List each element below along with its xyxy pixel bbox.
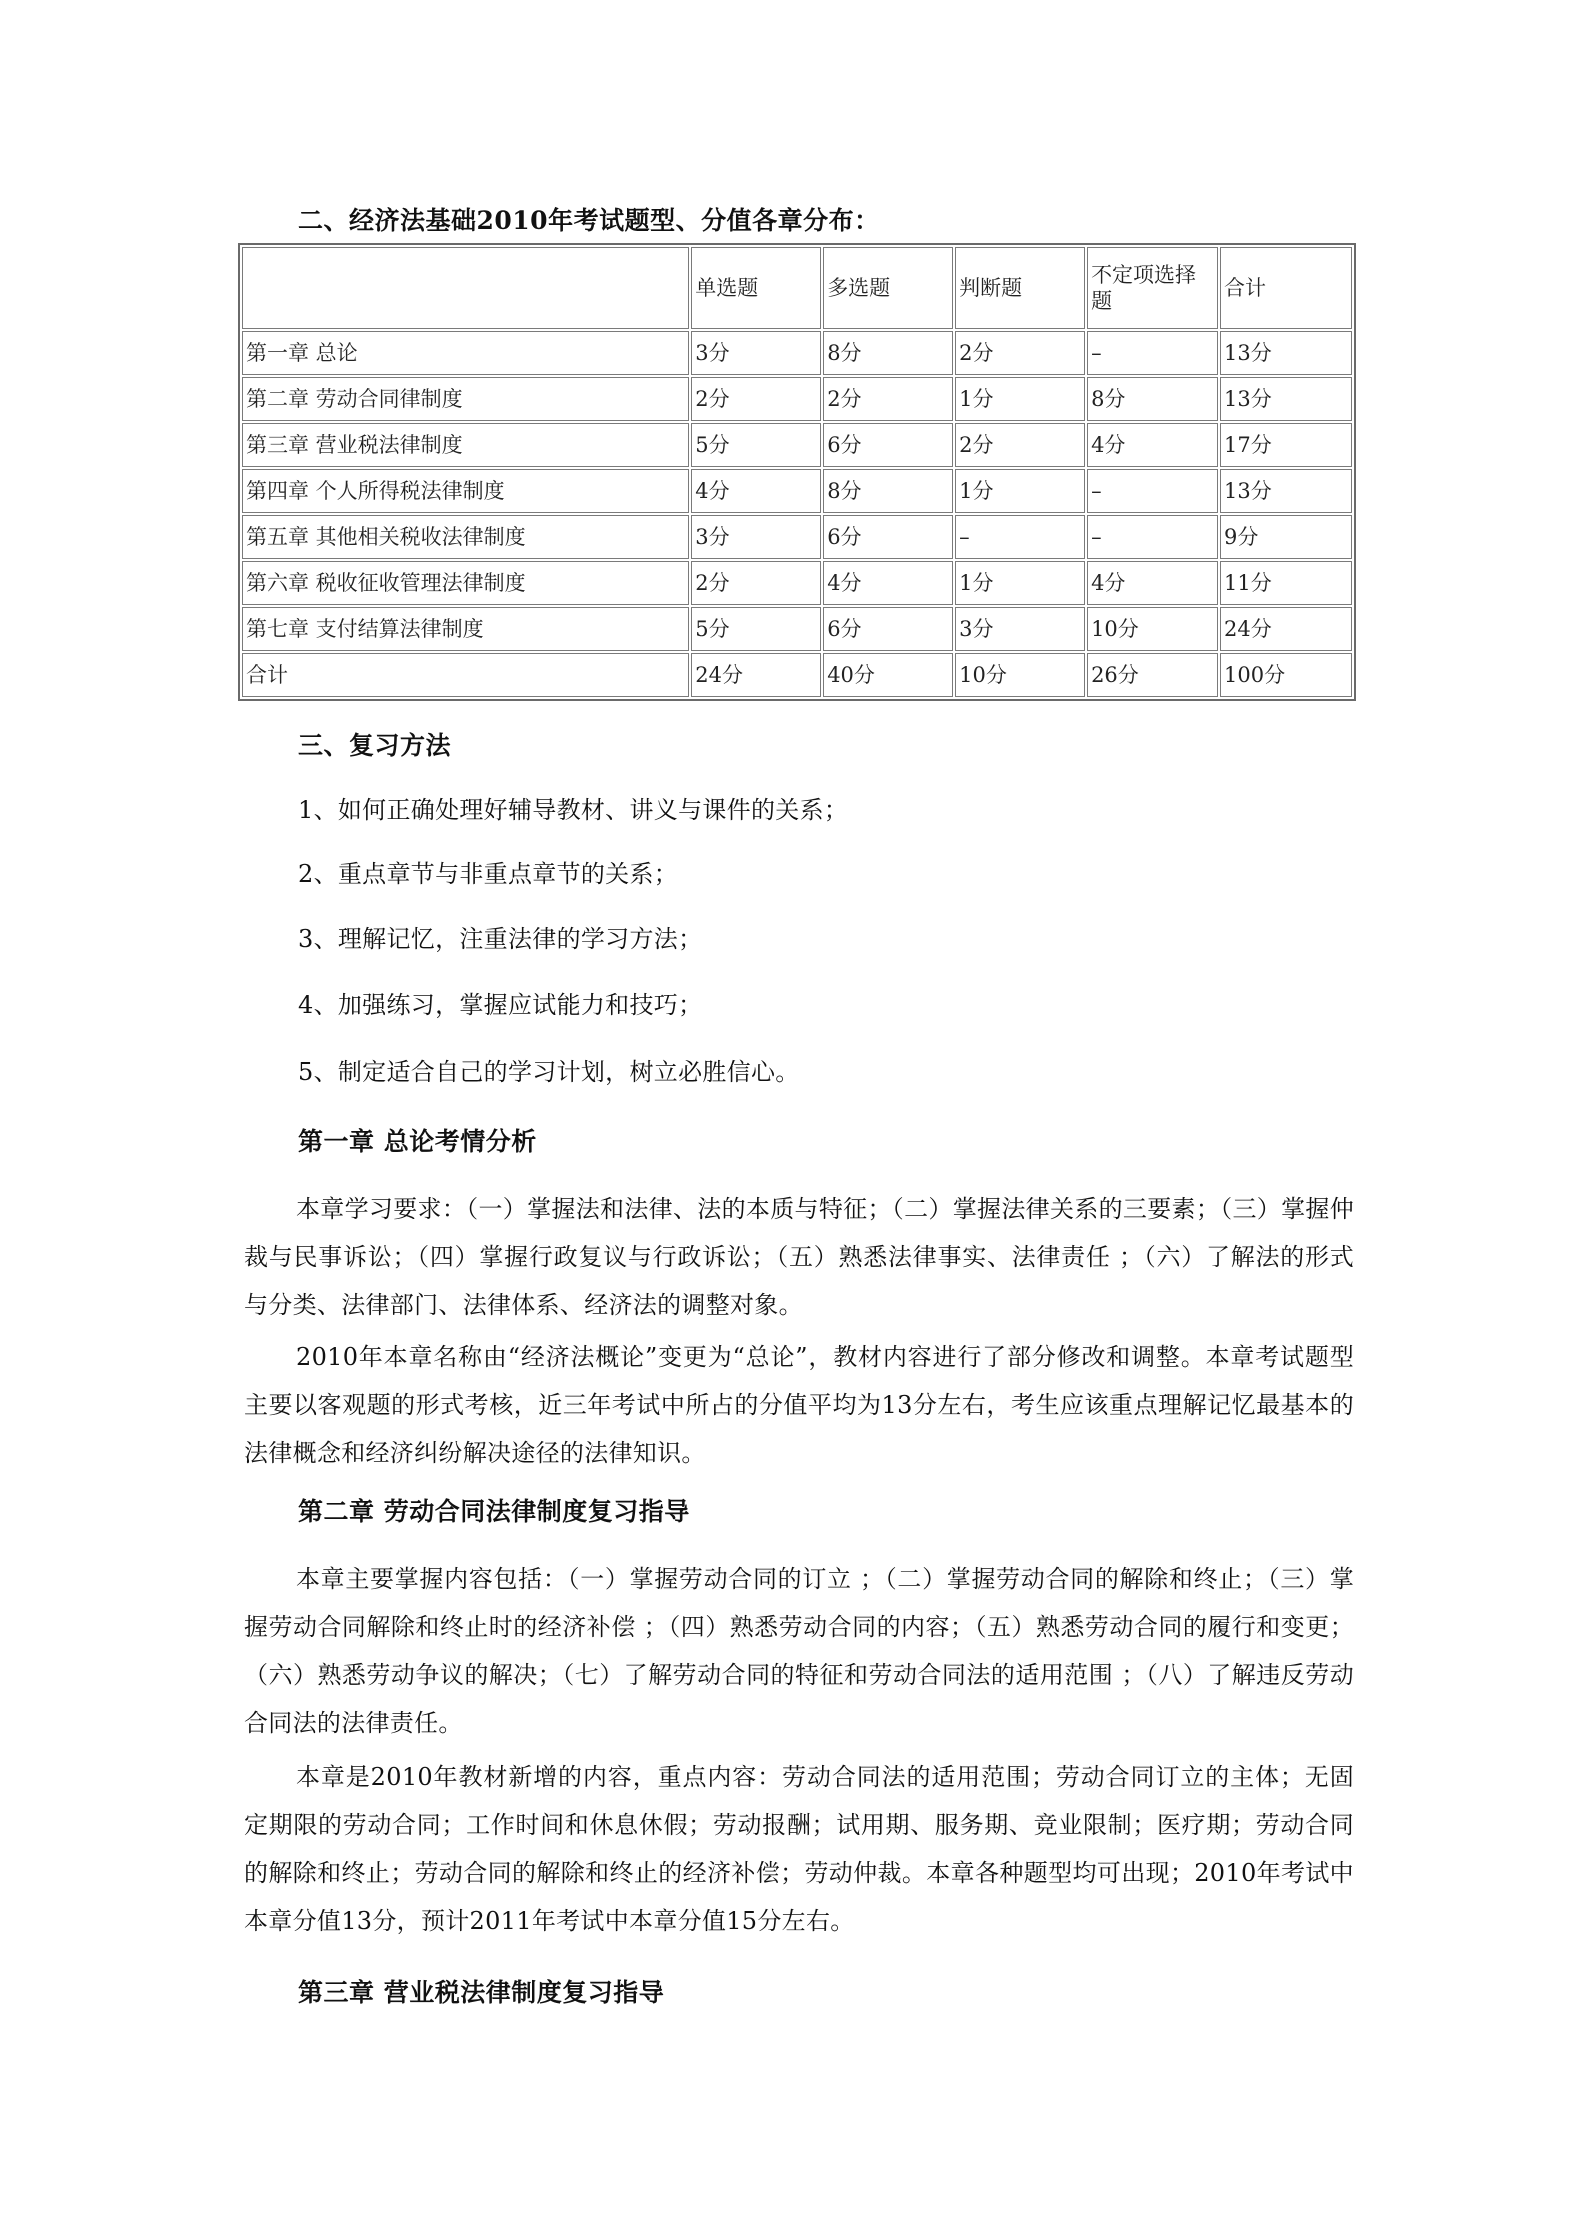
table-cell: 4分: [1087, 561, 1218, 605]
table-cell: 17分: [1220, 423, 1352, 467]
table-cell: 13分: [1220, 331, 1352, 375]
method-item: 2、重点章节与非重点章节的关系；: [298, 860, 679, 888]
table-header-cell: 单选题: [691, 247, 821, 329]
table-cell: 13分: [1220, 469, 1352, 513]
table-cell: 2分: [955, 331, 1085, 375]
table-cell: 第二章 劳动合同律制度: [242, 377, 689, 421]
table-cell: 第一章 总论: [242, 331, 689, 375]
table-total-row: [242, 653, 1352, 697]
chapter-1-requirements: 本章学习要求：（一）掌握法和法律、法的本质与特征；（二）掌握法律关系的三要素；（三）掌握仲裁与民事诉讼；（四）掌握行政复议与行政诉讼；（五）熟悉法律事实、法律责任 ；（六）了解法的形式与分类、法律部门、法律体系、经济法的调整对象。: [244, 1195, 1354, 1319]
table-cell: 11分: [1220, 561, 1352, 605]
table-cell: 3分: [691, 331, 821, 375]
chapter-2-analysis: 本章是2010年教材新增的内容，重点内容：劳动合同法的适用范围；劳动合同订立的主体；无固定期限的劳动合同；工作时间和休息休假；劳动报酬；试用期、服务期、竞业限制；医疗期；劳动合同的解除和终止；劳动合同的解除和终止的经济补偿；劳动仲裁。本章各种题型均可出现；2010年考试中本章分值13分，预计2011年考试中本章分值15分左右。: [244, 1763, 1354, 1935]
table-row: [242, 561, 1352, 605]
section-2-title: 二、经济法基础2010年考试题型、分值各章分布：: [298, 206, 880, 235]
table-cell: 1分: [955, 377, 1085, 421]
method-item: 3、理解记忆，注重法律的学习方法；: [298, 925, 703, 953]
table-cell: 9分: [1220, 515, 1352, 559]
table-header-cell: [242, 247, 689, 329]
table-cell: 2分: [955, 423, 1085, 467]
chapter-3-title: 第三章 营业税法律制度复习指导: [298, 1978, 665, 2007]
table-header-row: [242, 247, 1352, 329]
table-header-cell: 不定项选择题: [1087, 247, 1218, 329]
score-distribution-table: [238, 243, 1356, 701]
table-cell: 100分: [1220, 653, 1352, 697]
table-cell: 8分: [1087, 377, 1218, 421]
table-cell: 4分: [1087, 423, 1218, 467]
table-cell: 5分: [691, 607, 821, 651]
chapter-2-title: 第二章 劳动合同法律制度复习指导: [298, 1497, 690, 1526]
chapter-1-analysis: 2010年本章名称由“经济法概论”变更为“总论”，教材内容进行了部分修改和调整。本章考试题型主要以客观题的形式考核，近三年考试中所占的分值平均为13分左右，考生应该重点理解记忆最基本的法律概念和经济纠纷解决途径的法律知识。: [244, 1343, 1354, 1467]
table-cell: 10分: [1087, 607, 1218, 651]
table-cell: 第五章 其他相关税收法律制度: [242, 515, 689, 559]
table-cell: 3分: [955, 607, 1085, 651]
table-cell: –: [955, 515, 1085, 559]
table-cell: 8分: [823, 469, 953, 513]
section-3-title: 三、复习方法: [298, 731, 452, 760]
table-cell: 第四章 个人所得税法律制度: [242, 469, 689, 513]
method-item: 1、如何正确处理好辅导教材、讲义与课件的关系；: [298, 796, 849, 824]
table-cell: 6分: [823, 607, 953, 651]
table-cell: 24分: [691, 653, 821, 697]
table-cell: 10分: [955, 653, 1085, 697]
chapter-1-title: 第一章 总论考情分析: [298, 1127, 537, 1156]
table-cell: 26分: [1087, 653, 1218, 697]
table-cell: 40分: [823, 653, 953, 697]
table-row: [242, 607, 1352, 651]
table-cell: –: [1087, 331, 1218, 375]
table-cell: 1分: [955, 561, 1085, 605]
table-header-cell: 合计: [1220, 247, 1352, 329]
table-cell: 2分: [691, 561, 821, 605]
method-item: 5、制定适合自己的学习计划，树立必胜信心。: [298, 1058, 800, 1086]
table-row: [242, 515, 1352, 559]
table-cell: –: [1087, 469, 1218, 513]
table-cell: 第七章 支付结算法律制度: [242, 607, 689, 651]
table-cell: 2分: [691, 377, 821, 421]
table-cell: 4分: [691, 469, 821, 513]
table-cell: 1分: [955, 469, 1085, 513]
table-cell: 13分: [1220, 377, 1352, 421]
table-cell: 合计: [242, 653, 689, 697]
table-row: [242, 377, 1352, 421]
table-row: [242, 331, 1352, 375]
table-header-cell: 判断题: [955, 247, 1085, 329]
table-header-cell: 多选题: [823, 247, 953, 329]
table-cell: –: [1087, 515, 1218, 559]
table-row: [242, 469, 1352, 513]
table-row: [242, 423, 1352, 467]
table-cell: 3分: [691, 515, 821, 559]
table-cell: 24分: [1220, 607, 1352, 651]
table-cell: 2分: [823, 377, 953, 421]
method-item: 4、加强练习，掌握应试能力和技巧；: [298, 991, 703, 1019]
table-cell: 第六章 税收征收管理法律制度: [242, 561, 689, 605]
table-cell: 6分: [823, 423, 953, 467]
table-cell: 8分: [823, 331, 953, 375]
chapter-2-requirements: 本章主要掌握内容包括：（一）掌握劳动合同的订立 ；（二）掌握劳动合同的解除和终止；（三）掌握劳动合同解除和终止时的经济补偿 ；（四）熟悉劳动合同的内容；（五）熟悉劳动合同的履行和变更；（六）熟悉劳动争议的解决；（七）了解劳动合同的特征和劳动合同法的适用范围 ；（八）了解违反劳动合同法的法律责任。: [244, 1565, 1354, 1737]
table-cell: 4分: [823, 561, 953, 605]
table-cell: 6分: [823, 515, 953, 559]
table-cell: 第三章 营业税法律制度: [242, 423, 689, 467]
table-cell: 5分: [691, 423, 821, 467]
